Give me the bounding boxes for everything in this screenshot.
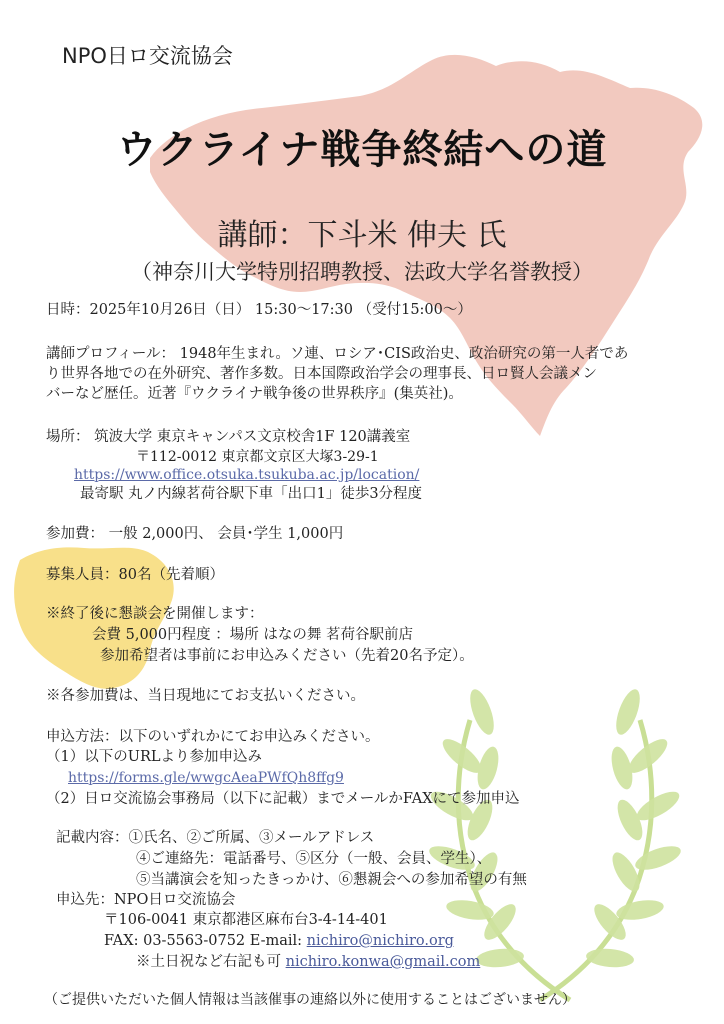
email-primary-link[interactable]: nichiro@nichiro.org <box>306 933 454 949</box>
email-secondary-link[interactable]: nichiro.konwa@gmail.com <box>285 954 481 970</box>
party-line-2: 会費 5,000円程度 ：場所 はなの舞 茗荷谷駅前店 <box>92 627 413 643</box>
fields-line-2: ④ご連絡先：電話番号、⑤区分（一般、会員、学生）、 <box>136 851 492 867</box>
profile-line-2: り世界各地での在外研究、著作多数。日本国際政治学会の理事長、日ロ賢人会議メン <box>46 366 597 382</box>
venue-line: 場所： 筑波大学 東京キャンパス文京校舎1F 120講義室 <box>46 429 411 445</box>
venue-address: 〒112-0012 東京都文京区大塚3-29-1 <box>136 449 379 465</box>
fee-info: 参加費： 一般 2,000円、 会員･学生 1,000円 <box>46 526 344 542</box>
privacy-footer: （ご提供いただいた個人情報は当該催事の連絡以外に使用することはございません） <box>44 992 576 1008</box>
profile-line-3: バーなど歴任。近著『ウクライナ戦争後の世界秩序』(集英社)。 <box>46 386 463 402</box>
organization-name: NPO日ロ交流協会 <box>62 44 233 68</box>
apply-line-2: （1）以下のURLより参加申込み <box>46 749 262 765</box>
lecturer-affiliation: （神奈川大学特別招聘教授、法政大学名誉教授） <box>131 260 593 284</box>
fields-line-3: ⑤当講演会を知ったきっかけ、⑥懇親会への参加希望の有無 <box>136 872 527 888</box>
party-line-3: 参加希望者は事前にお申込みください（先着20名予定）。 <box>100 648 474 664</box>
contact-fax-email <box>104 933 454 950</box>
event-datetime: 日時：2025年10月26日（日） 15:30～17:30 （受付15:00～） <box>46 302 472 318</box>
contact-address: 〒106-0041 東京都港区麻布台3-4-14-401 <box>104 912 388 928</box>
event-title: ウクライナ戦争終結への道 <box>116 126 608 173</box>
fields-line-1: 記載内容：①氏名、②ご所属、③メールアドレス <box>56 830 375 846</box>
party-line-1: ※終了後に懇談会を開催します： <box>46 606 264 622</box>
lecturer-name: 講師：下斗米 伸夫 氏 <box>217 218 507 253</box>
alt-email-label: ※土日祝など右記も可 <box>136 954 286 970</box>
olive-wreath <box>426 686 683 1000</box>
payment-note: ※各参加費は、当日現地にてお支払いください。 <box>46 688 365 704</box>
contact-alt-email <box>136 954 480 971</box>
apply-line-3: （2）日ロ交流協会事務局（以下に記載）までメールかFAXにて参加申込 <box>46 791 520 807</box>
capacity-info: 募集人員：80名（先着順） <box>46 567 224 583</box>
apply-line-1: 申込方法：以下のいずれかにてお申込みください。 <box>46 729 380 745</box>
venue-station: 最寄駅 丸ノ内線茗荷谷駅下車「出口1」徒歩3分程度 <box>80 486 423 502</box>
venue-url-link[interactable]: https://www.office.otsuka.tsukuba.ac.jp/location/ <box>74 467 420 483</box>
profile-line-1: 講師プロフィール： 1948年生まれ。ソ連、ロシア･CIS政治史、政治研究の第一人者であ <box>46 346 629 362</box>
apply-form-link[interactable]: https://forms.gle/wwgcAeaPWfQh8ffg9 <box>68 770 344 786</box>
contact-line-1: 申込先：NPO日ロ交流協会 <box>56 892 236 908</box>
fax-email-label: FAX: 03-5563-0752 E-mail: <box>104 933 307 949</box>
